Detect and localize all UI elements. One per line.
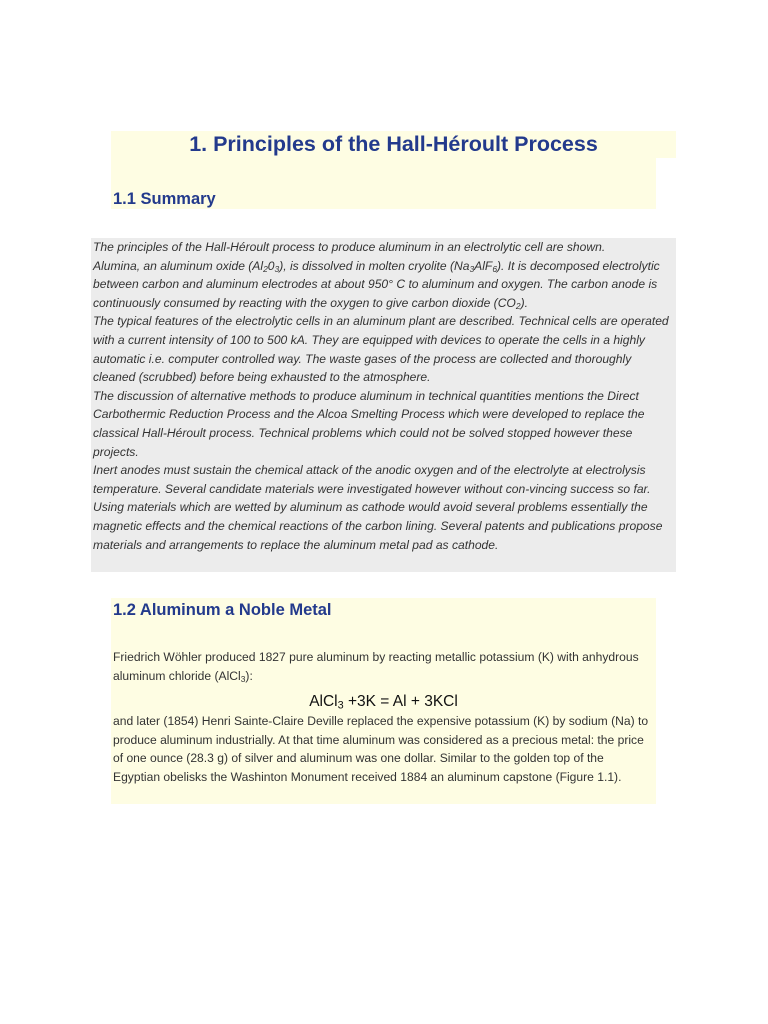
section-heading-noble-metal: 1.2 Aluminum a Noble Metal — [113, 601, 332, 619]
summary-paragraph: Inert anodes must sustain the chemical attack of the anodic oxygen and of the electrolyte at electrolysis temperature. Several candidate materials were investigated however without con-vincing success so far. Using materials which are wetted by aluminum as cathode would avoid several problems essentially the magnetic effects and the chemical reactions of the carbon lining. Several patents and publications propose materials and arrangements to replace the aluminum metal pad as cathode. — [93, 463, 663, 552]
summary-text — [93, 238, 675, 554]
history-paragraph: and later (1854) Henri Sainte-Claire Deville replaced the expensive potassium (K) by sodium (Na) to produce aluminum industrially. At that time aluminum was considered as a precious metal: the price of one ounce (28.3 g) of silver and aluminum was one dollar. Similar to the golden top of the Egyptian obelisks the Washinton Monument received 1884 an aluminum capstone (Figure 1.1). — [113, 714, 649, 784]
page-title: 1. Principles of the Hall-Héroult Process — [189, 132, 598, 156]
summary-paragraph: The principles of the Hall-Héroult process to produce aluminum in an electrolytic cell are shown. — [93, 240, 606, 254]
summary-paragraph: The discussion of alternative methods to produce aluminum in technical quantities mentions the Direct Carbothermic Reduction Process and the Alcoa Smelting Process which were developed to replace the classical Hall-Héroult process. Technical problems which could not be solved stopped however these projects. — [93, 388, 645, 459]
section-heading-summary: 1.1 Summary — [113, 190, 216, 208]
intro-paragraph: Friedrich Wöhler produced 1827 pure aluminum by reacting metallic potassium (K) with anhydrous aluminum chloride (AlCl$_3$): — [113, 650, 639, 684]
summary-paragraph: The typical features of the electrolytic cells in an aluminum plant are described. Technical cells are operated with a current intensity of 100 to 500 kA. They are equipped with devices to operate the cells in a highly automatic i.e. computer controlled way. The waste gases of the process are collected and thoroughly cleaned (scrubbed) before being exhausted to the atmosphere. — [93, 314, 669, 385]
summary-paragraph: Alumina, an aluminum oxide $(Al_20_3)$, is dissolved in molten cryolite $(Na_3AlF_6)$. It is decomposed electrolytic between carbon and aluminum electrodes at about 950° C to aluminum and oxygen. The carbon anode is continuously consumed by reacting with the oxygen to give carbon dioxide $(CO_2)$. — [93, 258, 660, 311]
chemical-equation: AlCl$_3$ +3K = Al + 3KCl — [309, 693, 458, 712]
